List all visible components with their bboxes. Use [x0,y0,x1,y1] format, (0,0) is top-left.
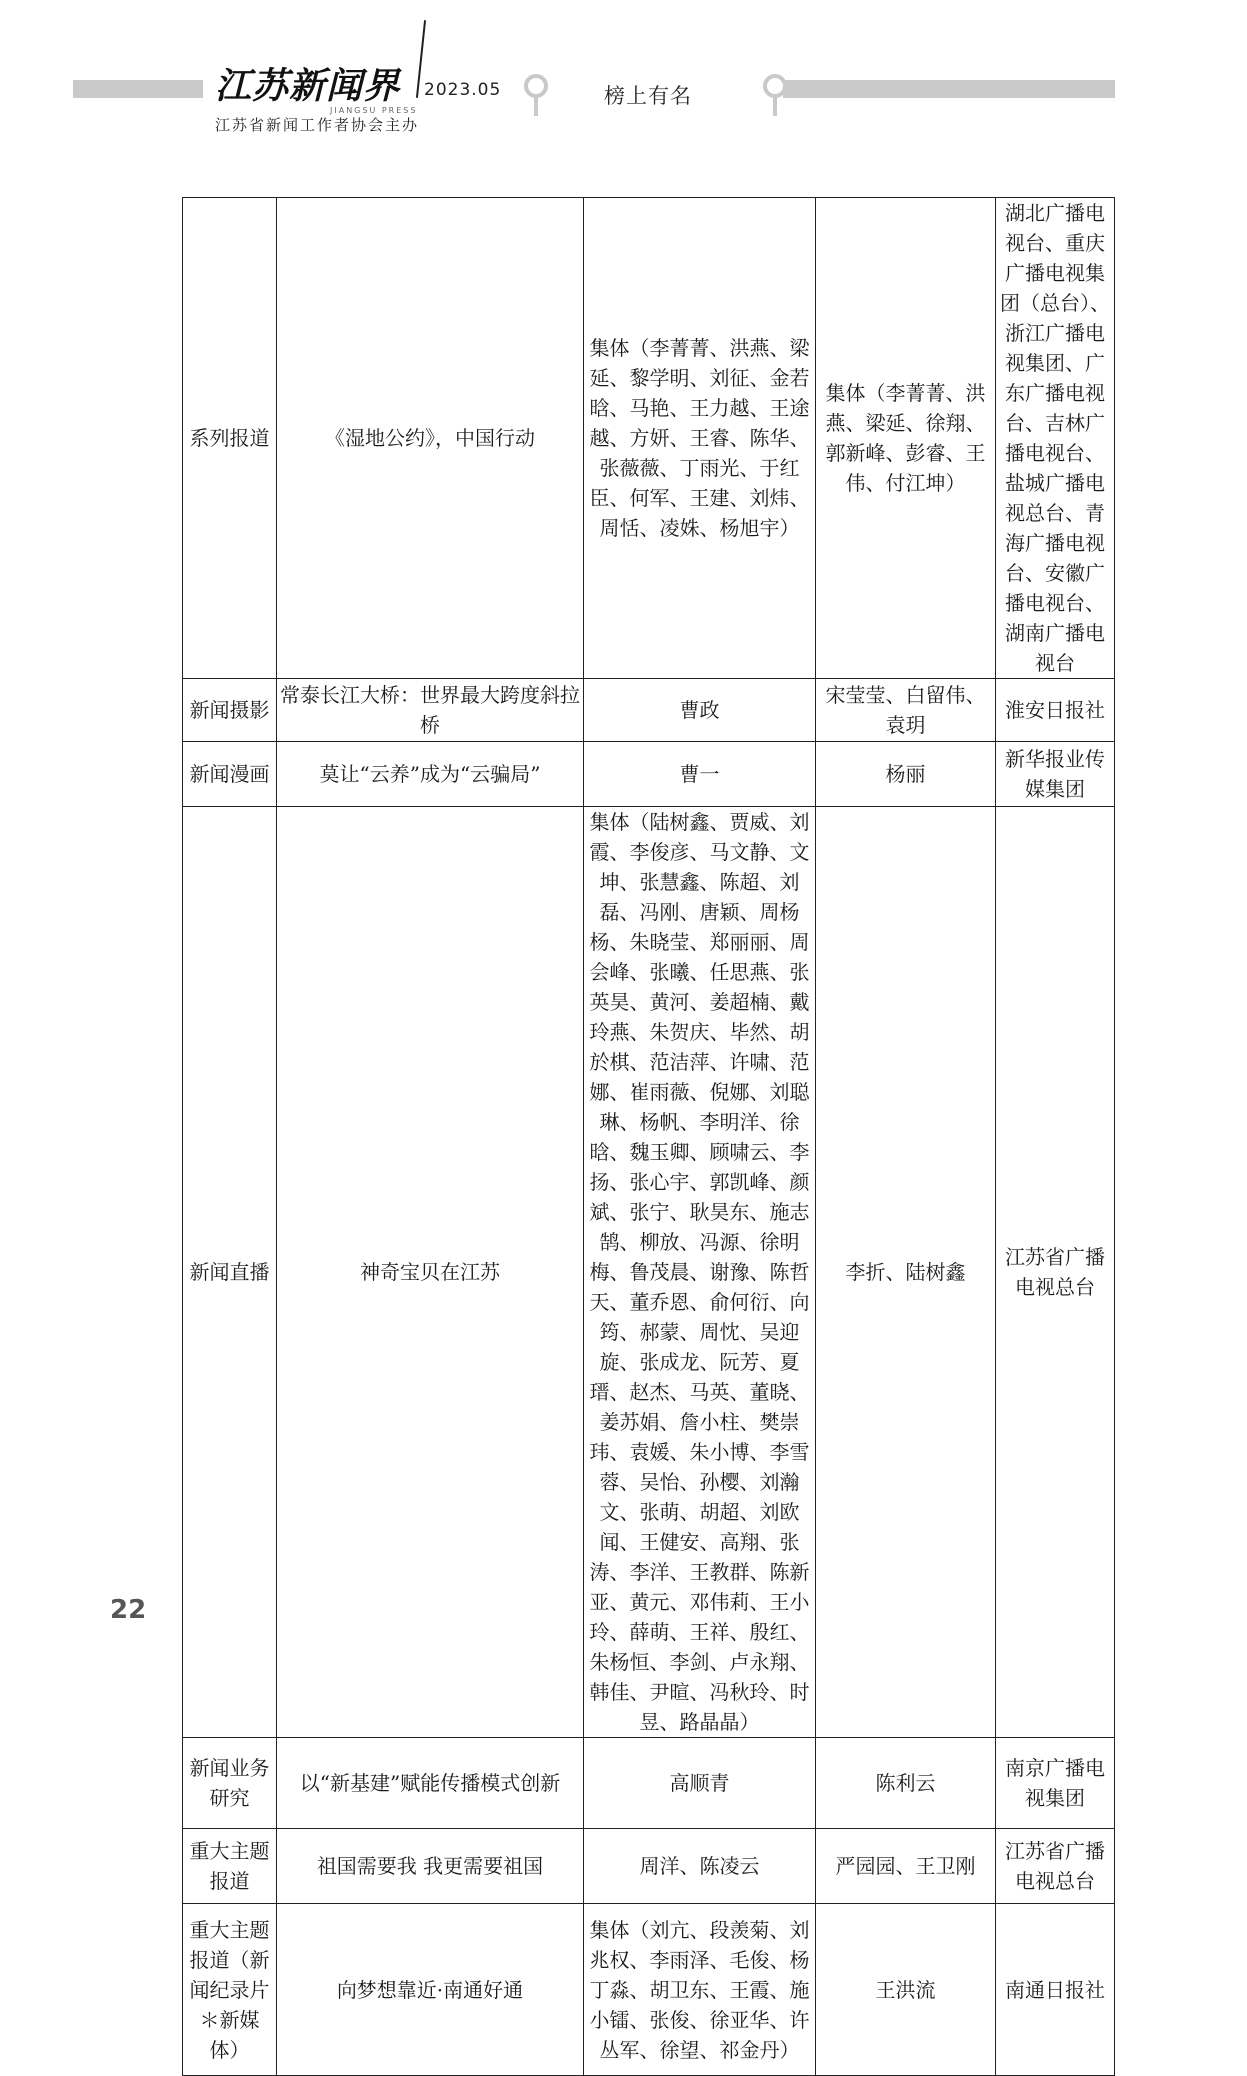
table-row [183,742,1115,807]
table-row [183,1738,1115,1829]
editors-cell: 严园园、王卫刚 [816,1829,996,1904]
masthead-logo: 江苏新闻界 [215,66,401,107]
page-number: 22 [110,1595,147,1625]
header-bar-left [73,80,203,98]
table-row [183,807,1115,1738]
category-cell: 系列报道 [183,198,277,679]
title-cell: 向梦想靠近·南通好通 [277,1904,584,2076]
awards-table [182,197,1115,2076]
table-row [183,679,1115,742]
title-cell: 常泰长江大桥：世界最大跨度斜拉桥 [277,679,584,742]
title-cell: 神奇宝贝在江苏 [277,807,584,1738]
table-row [183,1829,1115,1904]
category-cell: 新闻摄影 [183,679,277,742]
authors-cell: 曹政 [584,679,816,742]
editors-cell: 杨丽 [816,742,996,807]
authors-cell: 集体（刘亢、段羡菊、刘兆权、李雨泽、毛俊、杨丁淼、胡卫东、王霞、施小镭、张俊、徐亚华、许丛军、徐望、祁金丹） [584,1904,816,2076]
issue-number: 2023.05 [424,80,502,100]
authors-cell: 周洋、陈凌云 [584,1829,816,1904]
section-title: 榜上有名 [604,84,692,108]
title-cell: 以“新基建”赋能传播模式创新 [277,1738,584,1829]
category-cell: 新闻业务研究 [183,1738,277,1829]
title-cell: 《湿地公约》，中国行动 [277,198,584,679]
sponsor-line: 江苏省新闻工作者协会主办 [215,116,420,134]
table-row [183,198,1115,679]
authors-cell: 曹一 [584,742,816,807]
unit-cell: 江苏省广播电视总台 [996,1829,1115,1904]
authors-cell: 高顺青 [584,1738,816,1829]
unit-cell: 淮安日报社 [996,679,1115,742]
editors-cell: 陈利云 [816,1738,996,1829]
title-cell: 祖国需要我 我更需要祖国 [277,1829,584,1904]
unit-cell: 南京广播电视集团 [996,1738,1115,1829]
unit-cell: 南通日报社 [996,1904,1115,2076]
category-cell: 新闻直播 [183,807,277,1738]
editors-cell: 王洪流 [816,1904,996,2076]
title-cell: 莫让“云养”成为“云骗局” [277,742,584,807]
table-row [183,1904,1115,2076]
authors-cell: 集体（李菁菁、洪燕、梁延、黎学明、刘征、金若晗、马艳、王力越、王途越、方妍、王睿、陈华、张薇薇、丁雨光、于红臣、何军、王建、刘炜、周恬、凌姝、杨旭宇） [584,198,816,679]
category-cell: 重大主题报道 [183,1829,277,1904]
editors-cell: 宋莹莹、白留伟、袁玥 [816,679,996,742]
masthead-english: JIANGSU PRESS [330,106,418,115]
unit-cell: 新华报业传媒集团 [996,742,1115,807]
unit-cell: 江苏省广播电视总台 [996,807,1115,1738]
authors-cell: 集体（陆树鑫、贾威、刘霞、李俊彦、马文静、文坤、张慧鑫、陈超、刘磊、冯刚、唐颖、周杨杨、朱晓莹、郑丽丽、周会峰、张曦、任思燕、张英昊、黄河、姜超楠、戴玲燕、朱贺庆、毕然、胡於棋、范洁萍、许啸、范娜、崔雨薇、倪娜、刘聪琳、杨帆、李明洋、徐晗、魏玉卿、顾啸云、李扬、张心宇、郭凯峰、颜斌、张宁、耿昊东、施志鹄、柳放、冯源、徐明梅、鲁茂晨、谢豫、陈哲天、董乔恩、俞何衍、向筠、郝蒙、周忱、吴迎旋、张成龙、阮芳、夏瑨、赵杰、马英、董晓、姜苏娟、詹小柱、樊崇玮、袁媛、朱小博、李雪蓉、吴怡、孙樱、刘瀚文、张萌、胡超、刘欧闻、王健安、高翔、张涛、李洋、王教群、陈新亚、黄元、邓伟莉、王小玲、薛萌、王祥、殷红、朱杨恒、李剑、卢永翔、韩佳、尹暄、冯秋玲、时昱、路晶晶） [584,807,816,1738]
category-cell: 重大主题报道（新闻纪录片＊新媒体） [183,1904,277,2076]
category-cell: 新闻漫画 [183,742,277,807]
header-bar-right [783,80,1115,98]
editors-cell: 李折、陆树鑫 [816,807,996,1738]
unit-cell: 湖北广播电视台、重庆广播电视集团（总台）、浙江广播电视集团、广东广播电视台、吉林广播电视台、盐城广播电视总台、青海广播电视台、安徽广播电视台、湖南广播电视台 [996,198,1115,679]
editors-cell: 集体（李菁菁、洪燕、梁延、徐翔、郭新峰、彭睿、王伟、付江坤） [816,198,996,679]
